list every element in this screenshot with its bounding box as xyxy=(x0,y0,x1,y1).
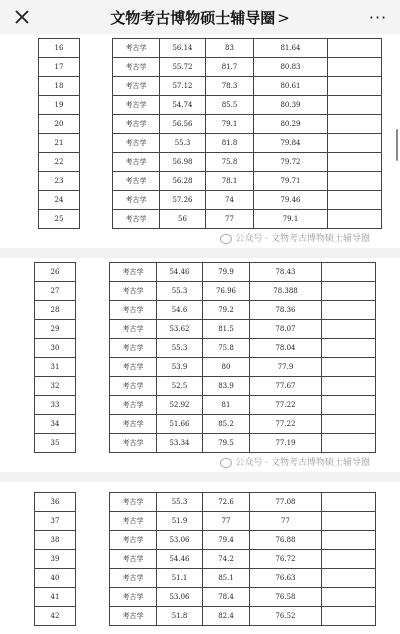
major-cell: 考古学 xyxy=(110,607,157,626)
watermark xyxy=(220,231,370,244)
table-row xyxy=(35,531,376,550)
rank-cell: 31 xyxy=(35,358,76,377)
name-cell xyxy=(76,282,110,301)
rank-cell: 22 xyxy=(39,153,80,172)
note-cell xyxy=(328,115,382,134)
total-score-cell: 79.71 xyxy=(254,172,328,191)
written-score-cell: 55.3 xyxy=(157,339,203,358)
rank-cell: 24 xyxy=(39,191,80,210)
total-score-cell: 77.22 xyxy=(250,396,322,415)
rank-cell: 17 xyxy=(39,58,80,77)
note-cell xyxy=(322,320,376,339)
name-cell xyxy=(80,210,113,229)
note-cell xyxy=(322,377,376,396)
total-score-cell: 77.9 xyxy=(250,358,322,377)
interview-score-cell: 81.7 xyxy=(206,58,254,77)
total-score-cell: 77.67 xyxy=(250,377,322,396)
note-cell xyxy=(322,531,376,550)
interview-score-cell: 76.96 xyxy=(203,282,250,301)
major-cell: 考古学 xyxy=(113,58,160,77)
written-score-cell: 53.06 xyxy=(157,531,203,550)
note-cell xyxy=(328,191,382,210)
written-score-cell: 55.3 xyxy=(157,493,203,512)
table-row xyxy=(35,569,376,588)
interview-score-cell: 74.2 xyxy=(203,550,250,569)
major-cell: 考古学 xyxy=(113,191,160,210)
rank-cell: 20 xyxy=(39,115,80,134)
watermark-text: 公众号 · 文物考古博物硕士辅导圈 xyxy=(235,458,370,468)
note-cell xyxy=(322,263,376,282)
interview-score-cell: 83 xyxy=(206,39,254,58)
total-score-cell: 80.83 xyxy=(254,58,328,77)
table-row xyxy=(39,191,382,210)
interview-score-cell: 78.4 xyxy=(203,588,250,607)
rank-cell: 30 xyxy=(35,339,76,358)
interview-score-cell: 75.8 xyxy=(203,339,250,358)
rank-cell: 39 xyxy=(35,550,76,569)
name-cell xyxy=(80,77,113,96)
table-row xyxy=(35,434,376,453)
total-score-cell: 77.22 xyxy=(250,415,322,434)
written-score-cell: 55.3 xyxy=(157,282,203,301)
rank-cell: 35 xyxy=(35,434,76,453)
total-score-cell: 76.63 xyxy=(250,569,322,588)
interview-score-cell: 81 xyxy=(203,396,250,415)
score-table-sheet xyxy=(0,258,400,472)
interview-score-cell: 85.1 xyxy=(203,569,250,588)
major-cell: 考古学 xyxy=(110,320,157,339)
major-cell: 考古学 xyxy=(110,263,157,282)
written-score-cell: 53.62 xyxy=(157,320,203,339)
written-score-cell: 54.74 xyxy=(160,96,206,115)
note-cell xyxy=(328,58,382,77)
table-row xyxy=(39,210,382,229)
interview-score-cell: 72.6 xyxy=(203,493,250,512)
name-cell xyxy=(80,39,113,58)
note-cell xyxy=(328,153,382,172)
watermark xyxy=(220,455,370,468)
watermark-text: 公众号 · 文物考古博物硕士辅导圈 xyxy=(235,234,370,244)
section-gap xyxy=(0,472,400,482)
major-cell: 考古学 xyxy=(113,172,160,191)
total-score-cell: 77 xyxy=(250,512,322,531)
interview-score-cell: 80 xyxy=(203,358,250,377)
note-cell xyxy=(322,415,376,434)
rank-cell: 27 xyxy=(35,282,76,301)
table-row xyxy=(35,415,376,434)
written-score-cell: 56.56 xyxy=(160,115,206,134)
note-cell xyxy=(322,301,376,320)
table-row xyxy=(35,339,376,358)
written-score-cell: 51.9 xyxy=(157,512,203,531)
note-cell xyxy=(322,569,376,588)
written-score-cell: 54.46 xyxy=(157,550,203,569)
rank-cell: 21 xyxy=(39,134,80,153)
note-cell xyxy=(322,588,376,607)
score-table xyxy=(34,492,376,626)
interview-score-cell: 82.4 xyxy=(203,607,250,626)
written-score-cell: 57.12 xyxy=(160,77,206,96)
written-score-cell: 55.72 xyxy=(160,58,206,77)
written-score-cell: 56 xyxy=(160,210,206,229)
name-cell xyxy=(80,134,113,153)
score-table-sheet xyxy=(0,34,400,248)
total-score-cell: 79.1 xyxy=(254,210,328,229)
major-cell: 考古学 xyxy=(110,493,157,512)
table-row xyxy=(35,493,376,512)
table-row xyxy=(39,134,382,153)
total-score-cell: 76.58 xyxy=(250,588,322,607)
table-row xyxy=(39,77,382,96)
name-cell xyxy=(76,358,110,377)
rank-cell: 19 xyxy=(39,96,80,115)
score-table-sheet xyxy=(0,482,400,634)
table-row xyxy=(35,377,376,396)
table-row xyxy=(39,96,382,115)
rank-cell: 42 xyxy=(35,607,76,626)
interview-score-cell: 83.9 xyxy=(203,377,250,396)
name-cell xyxy=(80,58,113,77)
score-table xyxy=(34,262,376,453)
major-cell: 考古学 xyxy=(110,434,157,453)
close-icon xyxy=(14,9,30,25)
written-score-cell: 55.3 xyxy=(160,134,206,153)
major-cell: 考古学 xyxy=(110,339,157,358)
rank-cell: 25 xyxy=(39,210,80,229)
major-cell: 考古学 xyxy=(110,377,157,396)
name-cell xyxy=(76,512,110,531)
table-row xyxy=(35,301,376,320)
table-row xyxy=(35,550,376,569)
rank-cell: 16 xyxy=(39,39,80,58)
interview-score-cell: 85.5 xyxy=(206,96,254,115)
major-cell: 考古学 xyxy=(110,588,157,607)
table-row xyxy=(39,153,382,172)
interview-score-cell: 79.1 xyxy=(206,115,254,134)
written-score-cell: 51.66 xyxy=(157,415,203,434)
written-score-cell: 53.9 xyxy=(157,358,203,377)
rank-cell: 40 xyxy=(35,569,76,588)
table-row xyxy=(39,172,382,191)
name-cell xyxy=(76,301,110,320)
name-cell xyxy=(76,550,110,569)
rank-cell: 38 xyxy=(35,531,76,550)
note-cell xyxy=(328,77,382,96)
note-cell xyxy=(322,493,376,512)
name-cell xyxy=(76,531,110,550)
total-score-cell: 78.388 xyxy=(250,282,322,301)
rank-cell: 34 xyxy=(35,415,76,434)
table-row xyxy=(39,115,382,134)
major-cell: 考古学 xyxy=(113,77,160,96)
interview-score-cell: 79.2 xyxy=(203,301,250,320)
written-score-cell: 56.28 xyxy=(160,172,206,191)
name-cell xyxy=(80,115,113,134)
table-row xyxy=(35,588,376,607)
written-score-cell: 52.92 xyxy=(157,396,203,415)
note-cell xyxy=(322,550,376,569)
name-cell xyxy=(76,569,110,588)
rank-cell: 26 xyxy=(35,263,76,282)
section-gap xyxy=(0,248,400,258)
written-score-cell: 52.5 xyxy=(157,377,203,396)
total-score-cell: 76.52 xyxy=(250,607,322,626)
table-row xyxy=(35,607,376,626)
chevron-right-icon: > xyxy=(277,8,290,27)
rank-cell: 29 xyxy=(35,320,76,339)
interview-score-cell: 77 xyxy=(206,210,254,229)
table-row xyxy=(35,282,376,301)
table-row xyxy=(35,358,376,377)
written-score-cell: 56.98 xyxy=(160,153,206,172)
total-score-cell: 81.64 xyxy=(254,39,328,58)
note-cell xyxy=(322,434,376,453)
written-score-cell: 57.26 xyxy=(160,191,206,210)
total-score-cell: 78.36 xyxy=(250,301,322,320)
total-score-cell: 80.39 xyxy=(254,96,328,115)
name-cell xyxy=(80,191,113,210)
table-row xyxy=(39,39,382,58)
major-cell: 考古学 xyxy=(110,569,157,588)
total-score-cell: 78.07 xyxy=(250,320,322,339)
written-score-cell: 54.46 xyxy=(157,263,203,282)
major-cell: 考古学 xyxy=(110,531,157,550)
rank-cell: 41 xyxy=(35,588,76,607)
interview-score-cell: 81.5 xyxy=(203,320,250,339)
note-cell xyxy=(322,396,376,415)
interview-score-cell: 77 xyxy=(203,512,250,531)
interview-score-cell: 85.2 xyxy=(203,415,250,434)
table-row xyxy=(35,263,376,282)
major-cell: 考古学 xyxy=(110,358,157,377)
total-score-cell: 80.29 xyxy=(254,115,328,134)
written-score-cell: 53.34 xyxy=(157,434,203,453)
note-cell xyxy=(322,607,376,626)
written-score-cell: 56.14 xyxy=(160,39,206,58)
total-score-cell: 77.19 xyxy=(250,434,322,453)
rank-cell: 37 xyxy=(35,512,76,531)
written-score-cell: 51.8 xyxy=(157,607,203,626)
rank-cell: 33 xyxy=(35,396,76,415)
table-row xyxy=(39,58,382,77)
interview-score-cell: 78.3 xyxy=(206,77,254,96)
note-cell xyxy=(328,134,382,153)
major-cell: 考古学 xyxy=(110,282,157,301)
more-icon: ··· xyxy=(368,7,388,27)
name-cell xyxy=(76,263,110,282)
name-cell xyxy=(76,434,110,453)
rank-cell: 18 xyxy=(39,77,80,96)
note-cell xyxy=(328,172,382,191)
interview-score-cell: 74 xyxy=(206,191,254,210)
major-cell: 考古学 xyxy=(113,210,160,229)
table-row xyxy=(35,396,376,415)
name-cell xyxy=(80,172,113,191)
written-score-cell: 54.6 xyxy=(157,301,203,320)
major-cell: 考古学 xyxy=(110,512,157,531)
total-score-cell: 77.08 xyxy=(250,493,322,512)
major-cell: 考古学 xyxy=(113,39,160,58)
total-score-cell: 79.46 xyxy=(254,191,328,210)
rank-cell: 28 xyxy=(35,301,76,320)
more-button[interactable] xyxy=(356,0,400,34)
interview-score-cell: 79.5 xyxy=(203,434,250,453)
major-cell: 考古学 xyxy=(110,396,157,415)
name-cell xyxy=(76,588,110,607)
rank-cell: 36 xyxy=(35,493,76,512)
written-score-cell: 53.06 xyxy=(157,588,203,607)
total-score-cell: 79.72 xyxy=(254,153,328,172)
interview-score-cell: 79.4 xyxy=(203,531,250,550)
note-cell xyxy=(322,282,376,301)
close-button[interactable] xyxy=(0,0,44,34)
name-cell xyxy=(76,607,110,626)
written-score-cell: 51.1 xyxy=(157,569,203,588)
name-cell xyxy=(80,96,113,115)
rank-cell: 32 xyxy=(35,377,76,396)
interview-score-cell: 75.8 xyxy=(206,153,254,172)
name-cell xyxy=(76,377,110,396)
note-cell xyxy=(328,210,382,229)
rank-cell: 23 xyxy=(39,172,80,191)
name-cell xyxy=(76,320,110,339)
total-score-cell: 79.84 xyxy=(254,134,328,153)
note-cell xyxy=(328,96,382,115)
name-cell xyxy=(76,415,110,434)
name-cell xyxy=(76,493,110,512)
score-table xyxy=(38,38,382,229)
interview-score-cell: 79.9 xyxy=(203,263,250,282)
name-cell xyxy=(76,396,110,415)
major-cell: 考古学 xyxy=(113,96,160,115)
total-score-cell: 76.88 xyxy=(250,531,322,550)
wechat-icon xyxy=(220,458,232,468)
major-cell: 考古学 xyxy=(113,153,160,172)
page-title[interactable] xyxy=(44,7,356,28)
total-score-cell: 80.61 xyxy=(254,77,328,96)
note-cell xyxy=(322,339,376,358)
major-cell: 考古学 xyxy=(113,134,160,153)
name-cell xyxy=(76,339,110,358)
major-cell: 考古学 xyxy=(110,550,157,569)
interview-score-cell: 78.1 xyxy=(206,172,254,191)
scrollbar-thumb[interactable] xyxy=(396,129,398,161)
wechat-icon xyxy=(220,234,232,244)
major-cell: 考古学 xyxy=(110,415,157,434)
total-score-cell: 76.72 xyxy=(250,550,322,569)
table-row xyxy=(35,320,376,339)
total-score-cell: 78.04 xyxy=(250,339,322,358)
total-score-cell: 78.43 xyxy=(250,263,322,282)
interview-score-cell: 81.8 xyxy=(206,134,254,153)
article-content[interactable] xyxy=(0,34,400,634)
major-cell: 考古学 xyxy=(113,115,160,134)
note-cell xyxy=(322,358,376,377)
note-cell xyxy=(328,39,382,58)
page-title-text: 文物考古博物硕士辅导圈 xyxy=(110,8,276,27)
name-cell xyxy=(80,153,113,172)
top-bar xyxy=(0,0,400,35)
table-row xyxy=(35,512,376,531)
major-cell: 考古学 xyxy=(110,301,157,320)
note-cell xyxy=(322,512,376,531)
